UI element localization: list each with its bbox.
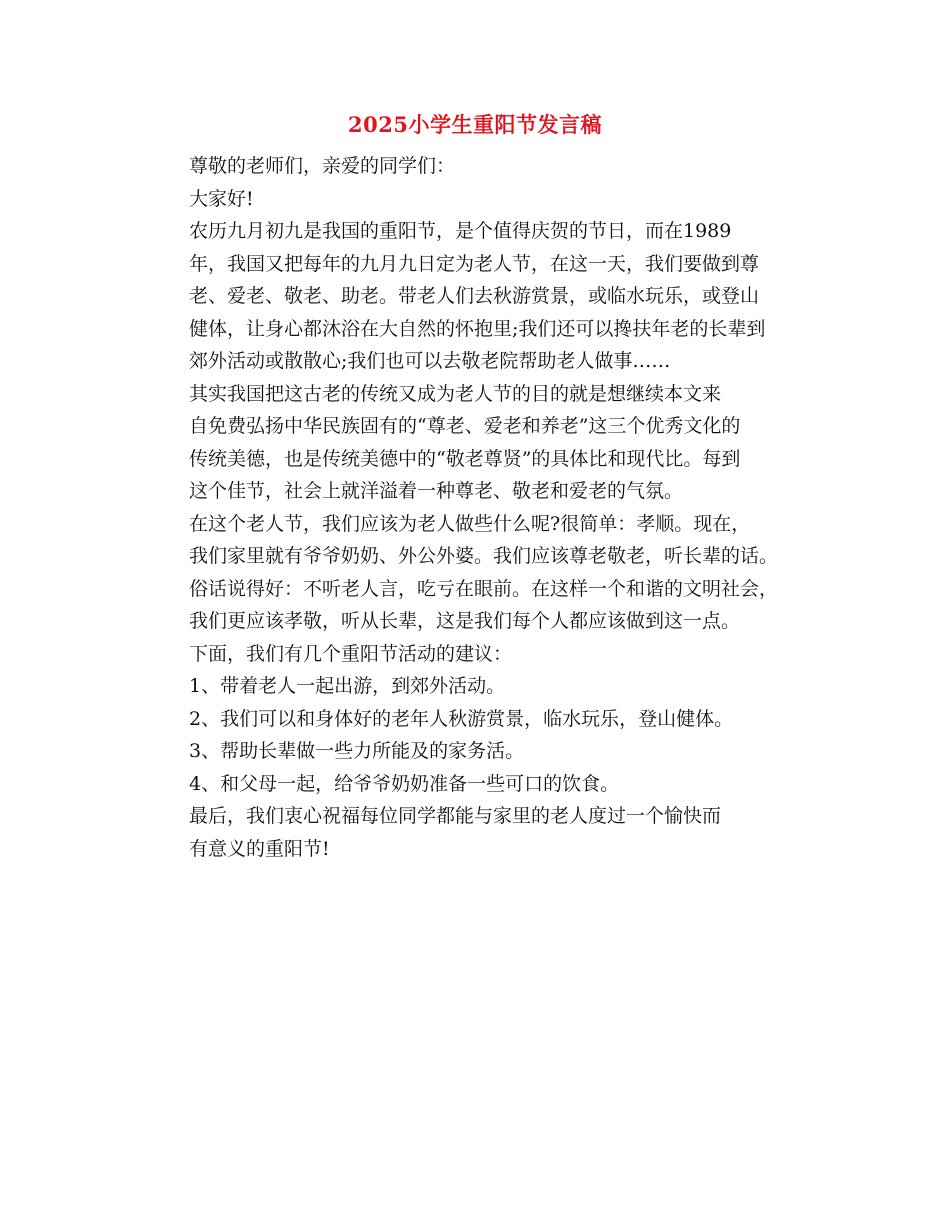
- list-item-1: [142, 670, 810, 703]
- paragraph-closing: [142, 800, 810, 865]
- text-line: 最后，我们衷心祝福每位同学都能与家里的老人度过一个愉快而: [189, 805, 722, 827]
- document-title: 2025小学生重阳节发言稿: [348, 112, 602, 137]
- text-line: 2、我们可以和身体好的老年人秋游赏景，临水玩乐，登山健体。: [189, 707, 734, 730]
- text-line: 在这个老人节，我们应该为老人做些什么呢?很简单：孝顺。现在，: [189, 512, 751, 535]
- paragraph-hello: [142, 183, 810, 216]
- text-line: 郊外活动或散散心;我们也可以去敬老院帮助老人做事……: [189, 350, 671, 372]
- text-line: 老、爱老、敬老、助老。带老人们去秋游赏景，或临水玩乐，或登山: [189, 285, 760, 307]
- text-line: 我们家里就有爷爷奶奶、外公外婆。我们应该尊老敬老，听长辈的话。: [189, 545, 779, 567]
- text-line: 这个佳节，社会上就洋溢着一种尊老、敬老和爱老的气氛。: [189, 480, 684, 502]
- text-line: 4、和父母一起，给爷爷奶奶准备一些可口的饮食。: [189, 772, 620, 795]
- paragraph-festival-intro: [142, 215, 810, 378]
- paragraph-greeting: [142, 150, 810, 183]
- text-line: 我们更应该孝敬，听从长辈，这是我们每个人都应该做到这一点。: [189, 610, 741, 632]
- list-item-4: [142, 768, 810, 801]
- document-body: [142, 150, 810, 865]
- paragraph-filial-piety: [142, 508, 810, 638]
- text-line: 俗话说得好：不听老人言，吃亏在眼前。在这样一个和谐的文明社会，: [189, 577, 779, 600]
- text-line: 其实我国把这古老的传统又成为老人节的目的就是想继续本文来: [189, 382, 722, 405]
- text-line: 尊敬的老师们，亲爱的同学们：: [189, 155, 456, 177]
- text-line: 自免费弘扬中华民族固有的“尊老、爱老和养老”这三个优秀文化的: [189, 415, 741, 437]
- paragraph-suggestions-intro: [142, 638, 810, 671]
- text-line: 健体，让身心都沐浴在大自然的怀抱里;我们还可以搀扶年老的长辈到: [189, 317, 766, 340]
- text-line: 农历九月初九是我国的重阳节，是个值得庆贺的节日，而在1989: [189, 220, 732, 242]
- text-line: 下面，我们有几个重阳节活动的建议：: [189, 642, 513, 665]
- list-item-2: [142, 703, 810, 736]
- text-line: 3、帮助长辈做一些力所能及的家务活。: [189, 740, 525, 762]
- text-line: 传统美德，也是传统美德中的“敬老尊贤”的具体比和现代比。每到: [189, 447, 741, 470]
- text-line: 大家好!: [189, 187, 254, 210]
- text-line: 1、带着老人一起出游，到郊外活动。: [189, 675, 506, 697]
- text-line: 年，我国又把每年的九月九日定为老人节，在这一天，我们要做到尊: [189, 252, 760, 275]
- text-line: 有意义的重阳节!: [189, 837, 330, 860]
- list-item-3: [142, 735, 810, 768]
- paragraph-tradition: [142, 378, 810, 508]
